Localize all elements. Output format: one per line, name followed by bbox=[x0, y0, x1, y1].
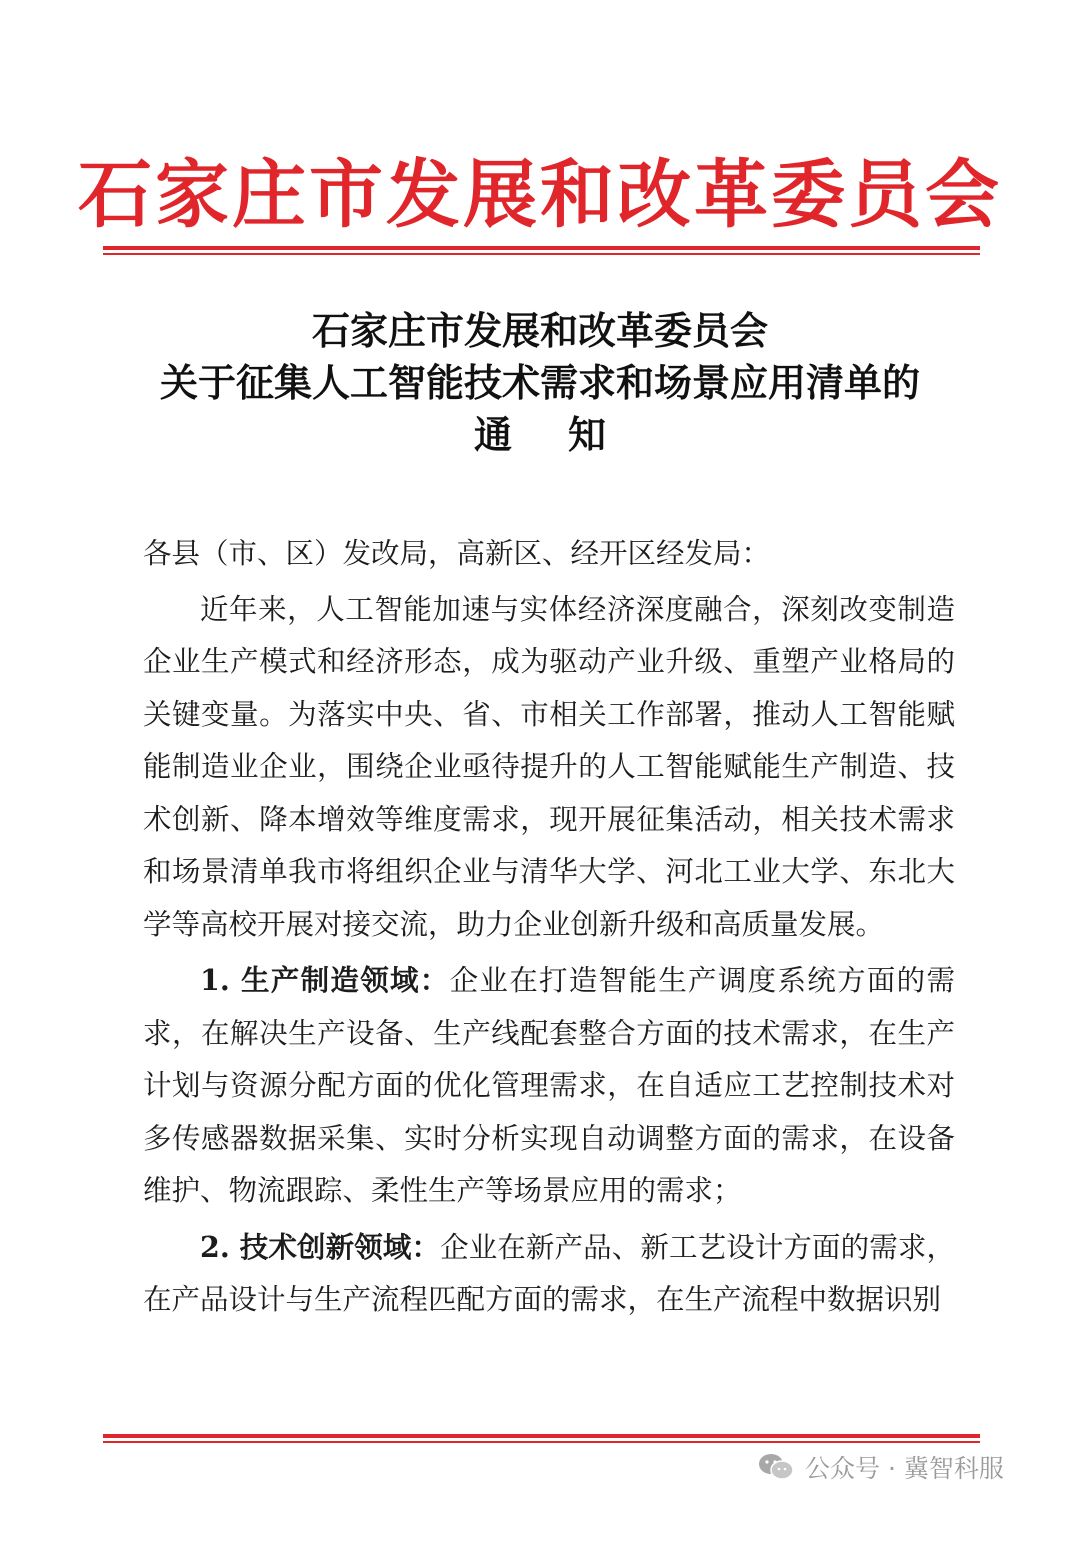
section-heading: 2. 技术创新领域： bbox=[200, 1229, 441, 1264]
title-line-1: 石家庄市发展和改革委员会 bbox=[311, 308, 768, 353]
section-text: 企业在打造智能生产调度系统方面的需求，在解决生产设备、生产线配套整合方面的技术需求，在生产计划与资源分配方面的优化管理需求，在自适应工艺控制技术对多传感器数据采集、实时分析实现自动调整方面的需求，在设备维护、物流跟踪、柔性生产等场景应用的需求； bbox=[143, 964, 955, 1207]
title-line-2: 关于征集人工智能技术需求和场景应用清单的 bbox=[159, 360, 920, 405]
title-line-3: 通知 bbox=[473, 412, 662, 457]
footer-red-rule bbox=[103, 1434, 980, 1443]
salutation: 各县（市、区）发改局，高新区、经开区经发局： bbox=[143, 537, 771, 570]
intro-paragraph: 近年来，人工智能加速与实体经济深度融合，深刻改变制造企业生产模式和经济形态，成为驱动产业升级、重塑产业格局的关键变量。为落实中央、省、市相关工作部署，推动人工智能赋能制造业企业，围绕企业亟待提升的人工智能赋能生产制造、技术创新、降本增效等维度需求，现开展征集活动，相关技术需求和场景清单我市将组织企业与清华大学、河北工业大学、东北大学等高校开展对接交流，助力企业创新升级和高质量发展。 bbox=[143, 592, 955, 941]
watermark-text: 公众号 · 冀智科服 bbox=[805, 1454, 1004, 1483]
section-heading: 1. 生产制造领域： bbox=[200, 963, 450, 997]
notice-body bbox=[143, 528, 955, 1327]
section-paragraph bbox=[143, 1221, 955, 1327]
wechat-icon bbox=[757, 1452, 795, 1482]
masthead-title: 石家庄市发展和改革委员会 bbox=[78, 152, 1002, 238]
header-red-rule bbox=[103, 246, 980, 255]
section-paragraph bbox=[143, 954, 955, 1218]
section-text: 企业在新产品、新工艺设计方面的需求，在产品设计与生产流程匹配方面的需求，在生产流程中数据识别 bbox=[143, 1230, 955, 1316]
watermark bbox=[757, 1445, 1004, 1489]
notice-title bbox=[0, 305, 1080, 461]
